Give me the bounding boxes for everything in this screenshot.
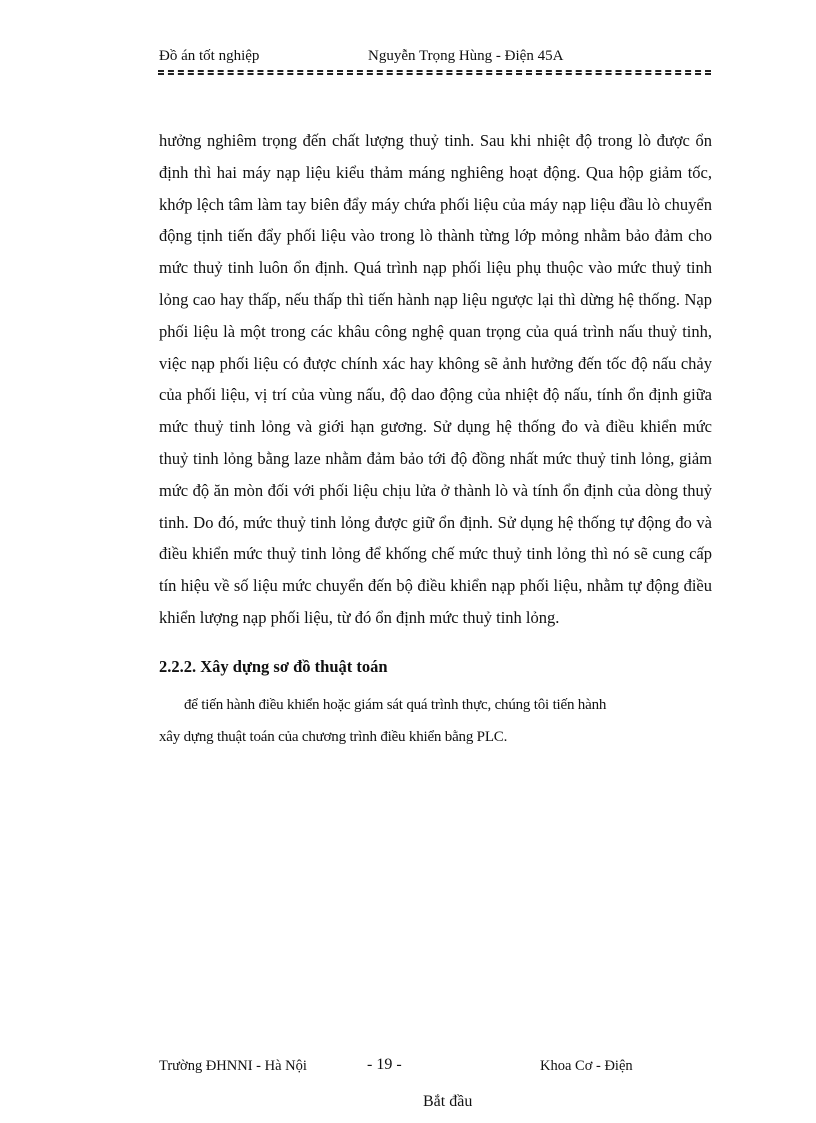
section-heading: 2.2.2. Xây dựng sơ đồ thuật toán — [159, 657, 388, 676]
main-body — [159, 125, 712, 634]
header-document-type: Đồ án tốt nghiệp — [159, 48, 260, 64]
page-number: - 19 - — [367, 1056, 402, 1073]
header-author: Nguyễn Trọng Hùng - Điện 45A — [368, 48, 564, 64]
flowchart-start-label: Bắt đầu — [423, 1093, 473, 1110]
section-line-1: để tiến hành điều khiển hoặc giám sát quá trình thực, chúng tôi tiến hành — [184, 697, 607, 713]
page-header — [159, 48, 711, 68]
footer-school: Trường ĐHNNI - Hà Nội — [159, 1058, 307, 1074]
header-divider — [158, 70, 711, 75]
footer-faculty: Khoa Cơ - Điện — [540, 1058, 633, 1074]
body-paragraph: hưởng nghiêm trọng đến chất lượng thuỷ tinh. Sau khi nhiệt độ trong lò được ổn định thì hai máy nạp liệu kiểu thảm máng nghiêng hoạt động. Qua hộp giảm tốc, khớp lệch tâm làm tay biên đẩy máy chứa phối liệu của máy nạp liệu đầu lò chuyển động tịnh tiến đẩy phối liệu vào trong lò thành từng lớp mỏng nhằm bảo đảm cho mức thuỷ tinh luôn ổn định. Quá trình nạp phối liệu phụ thuộc vào mức thuỷ tinh lỏng cao hay thấp, nếu thấp thì tiến hành nạp liệu ngược lại thì dừng hệ thống. Nạp phối liệu là một trong các khâu công nghệ quan trọng của quá trình nấu thuỷ tinh, việc nạp phối liệu có được chính xác hay không sẽ ảnh hưởng đến tốc độ nấu chảy của phối liệu, vị trí của vùng nấu, độ dao động của nhiệt độ nấu, tính ổn định giữa mức thuỷ tinh lỏng và giới hạn gương. Sử dụng hệ thống đo và điều khiển mức thuỷ tinh lỏng bằng laze nhằm đảm bảo tới độ đồng nhất mức thuỷ tinh lỏng, giảm mức độ ăn mòn đối với phối liệu chịu lửa ở thành lò và tính ổn định của dòng thuỷ tinh. Do đó, mức thuỷ tinh lỏng được giữ ổn định. Sử dụng hệ thống tự động đo và điều khiển mức thuỷ tinh lỏng để khống chế mức thuỷ tinh lỏng thì nó sẽ cung cấp tín hiệu về số liệu mức chuyển đến bộ điều khiển nạp phối liệu, nhằm tự động điều khiển lượng nạp phối liệu, từ đó ổn định mức thuỷ tinh lỏng. — [159, 131, 712, 627]
section-line-2: xây dựng thuật toán của chương trình điều khiển bằng PLC. — [159, 729, 508, 745]
page-footer — [159, 1058, 711, 1078]
section-paragraph — [159, 689, 699, 753]
